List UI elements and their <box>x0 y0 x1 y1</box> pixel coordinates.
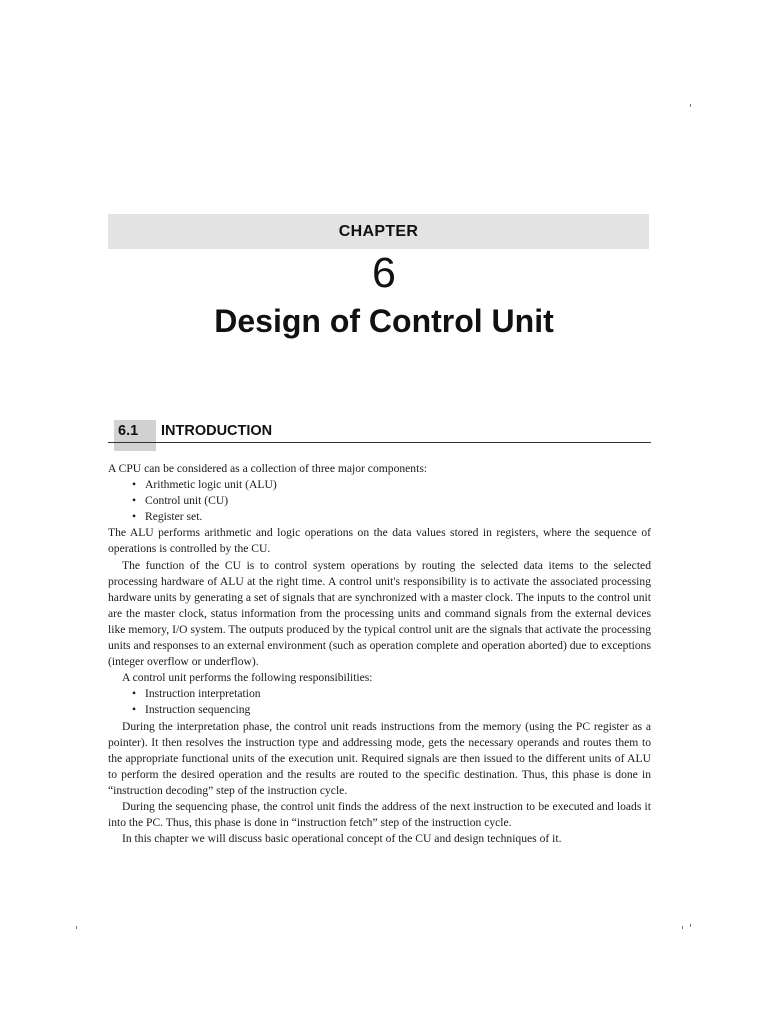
paragraph: During the sequencing phase, the control unit finds the address of the next instruction to be executed and loads it into the PC. Thus, this phase is done in “instruction fetch” step of the instruction cycle. <box>108 799 651 830</box>
chapter-band <box>108 214 649 249</box>
list-item: • Register set. <box>145 509 651 525</box>
scan-speck <box>682 926 683 929</box>
scan-speck <box>76 926 77 929</box>
list-item: • Instruction sequencing <box>145 702 651 718</box>
list-item: • Instruction interpretation <box>145 686 651 702</box>
body-text <box>108 461 651 847</box>
list-item: • Arithmetic logic unit (ALU) <box>145 477 651 493</box>
chapter-label: CHAPTER <box>338 222 419 240</box>
scan-speck <box>690 924 691 927</box>
paragraph: During the interpretation phase, the control unit reads instructions from the memory (using the PC register as a pointer). It then resolves the instruction type and addressing mode, gets the necessary operands and routes them to the appropriate functional units of the execution unit. Required signals are then issued to the different units of ALU to perform the desired operation and the results are routed to the specific destination. Thus, this phase is done in “instruction decoding” step of the instruction cycle. <box>108 719 651 797</box>
section-number: 6.1 <box>118 423 139 439</box>
chapter-number: 6 <box>372 249 396 297</box>
list-item: • Control unit (CU) <box>145 493 651 509</box>
paragraph: The function of the CU is to control system operations by routing the selected data items to the selected processing hardware of ALU at the right time. A control unit's responsibility is to activate the associated processing hardware units by generating a set of signals that are synchronized with a master clock. The inputs to the control unit are the master clock, status information from the processing units and command signals from the external devices like memory, I/O system. The outputs produced by the typical control unit are the signals that activate the processing units and responses to an external environment (such as operation complete and operation aborted) due to exceptions (integer overflow or underflow). <box>108 558 651 669</box>
section-rule <box>108 442 651 443</box>
section-heading <box>108 420 651 450</box>
paragraph: A control unit performs the following responsibilities: <box>122 671 373 685</box>
chapter-title: Design of Control Unit <box>214 303 554 339</box>
scan-speck <box>690 104 691 107</box>
paragraph: The ALU performs arithmetic and logic operations on the data values stored in registers, where the sequence of operations is controlled by the CU. <box>108 526 651 556</box>
section-title: INTRODUCTION <box>161 423 273 439</box>
component-list <box>108 477 651 525</box>
paragraph: A CPU can be considered as a collection of three major components: <box>108 462 428 475</box>
paragraph: In this chapter we will discuss basic operational concept of the CU and design techniques of it. <box>122 832 562 846</box>
responsibility-list <box>108 686 651 718</box>
